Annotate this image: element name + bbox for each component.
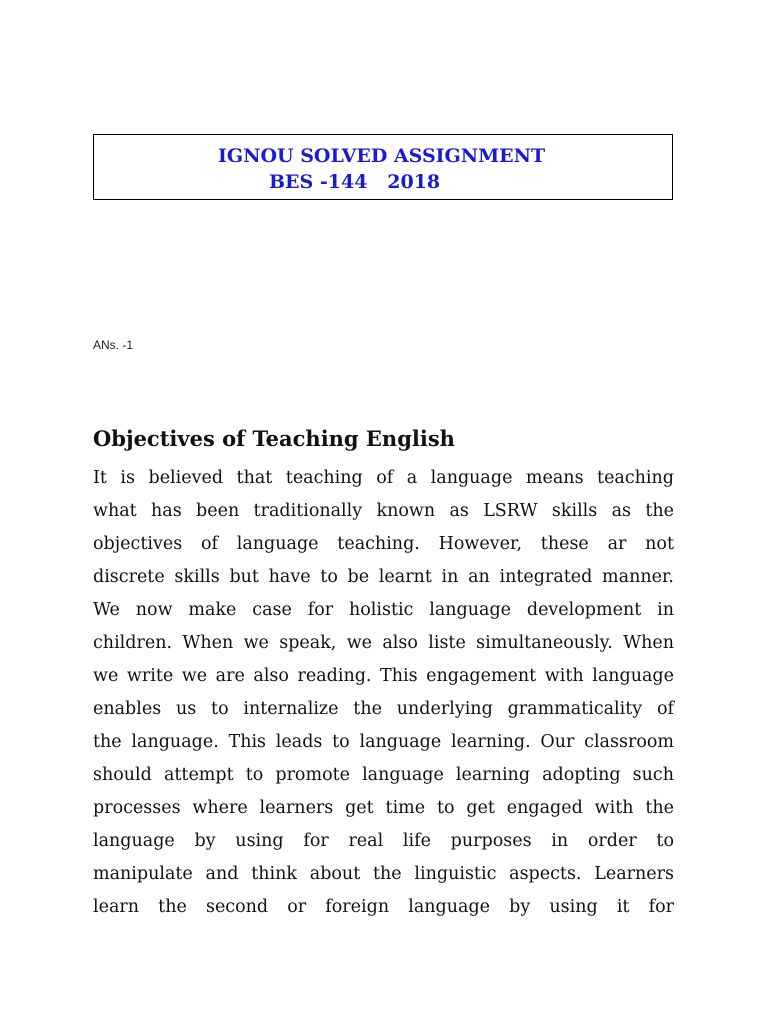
body-paragraph (93, 462, 674, 924)
section-heading: Objectives of Teaching English (93, 426, 455, 451)
paragraph-line: We now make case for holistic language development in (93, 600, 674, 620)
paragraph-line: enables us to internalize the underlying grammaticality of (93, 699, 674, 719)
answer-label: ANs. -1 (93, 338, 134, 352)
paragraph-line: processes where learners get time to get engaged with the (93, 798, 674, 818)
paragraph-line: should attempt to promote language learning adopting such (93, 765, 674, 785)
paragraph-line: the language. This leads to language learning. Our classroom (93, 732, 674, 752)
paragraph-line: children. When we speak, we also liste simultaneously. When (93, 633, 674, 653)
paragraph-line: It is believed that teaching of a language means teaching (93, 468, 674, 488)
paragraph-line: discrete skills but have to be learnt in an integrated manner. (93, 567, 674, 587)
paragraph-line: manipulate and think about the linguistic aspects. Learners (93, 864, 674, 884)
paragraph-line: what has been traditionally known as LSRW skills as the (93, 501, 674, 521)
document-title: IGNOU SOLVED ASSIGNMENT (218, 145, 546, 167)
paragraph-line: we write we are also reading. This engagement with language (93, 666, 674, 686)
paragraph-line: language by using for real life purposes in order to (93, 831, 674, 851)
title-box (93, 134, 673, 200)
paragraph-line: learn the second or foreign language by using it for (93, 897, 674, 917)
paragraph-line: objectives of language teaching. However, these ar not (93, 534, 674, 554)
course-code: BES -144 2018 (269, 171, 441, 193)
